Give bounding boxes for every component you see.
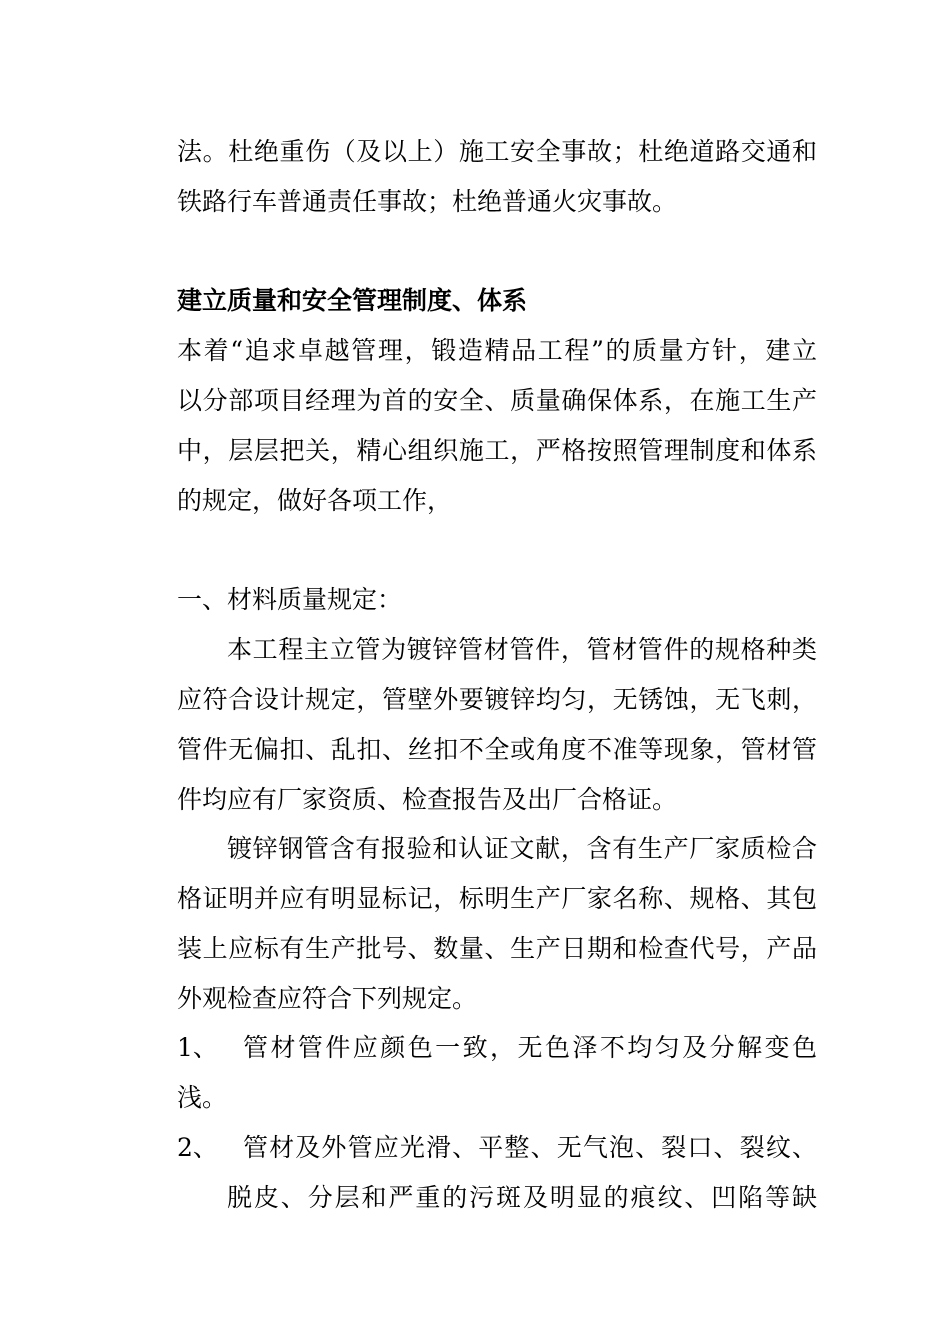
- paragraph-line: 镀锌钢管含有报验和认证文献，含有生产厂家质检合: [227, 834, 817, 863]
- paragraph-line: 外观检查应符合下列规定。: [177, 984, 478, 1013]
- section-heading: 建立质量和安全管理制度、体系: [177, 286, 528, 315]
- list-item-number: 1、: [177, 1033, 218, 1062]
- list-item-number: 2、: [177, 1133, 218, 1162]
- subsection-heading: 一、材料质量规定：: [177, 585, 403, 614]
- paragraph-line: 铁路行车普通责任事故；杜绝普通火灾事故。: [177, 187, 678, 216]
- list-item-text: 脱皮、分层和严重的污斑及明显的痕纹、凹陷等缺: [227, 1183, 817, 1212]
- paragraph-line: 本着“追求卓越管理，锻造精品工程”的质量方针，建立: [177, 336, 817, 365]
- paragraph-line: 法。杜绝重伤（及以上）施工安全事故；杜绝道路交通和: [177, 137, 817, 166]
- paragraph-line: 装上应标有生产批号、数量、生产日期和检查代号，产品: [177, 934, 817, 963]
- paragraph-line: 应符合设计规定，管壁外要镀锌均匀，无锈蚀，无飞刺，: [177, 685, 817, 714]
- paragraph-line: 本工程主立管为镀锌管材管件，管材管件的规格种类: [227, 635, 817, 664]
- paragraph-line: 格证明并应有明显标记，标明生产厂家名称、规格、其包: [177, 884, 817, 913]
- paragraph-line: 管件无偏扣、乱扣、丝扣不全或角度不准等现象，管材管: [177, 735, 817, 764]
- paragraph-line: 以分部项目经理为首的安全、质量确保体系，在施工生产: [177, 386, 817, 415]
- paragraph-line: 件均应有厂家资质、检查报告及出厂合格证。: [177, 785, 678, 814]
- list-item-text: 管材及外管应光滑、平整、无气泡、裂口、裂纹、: [243, 1133, 817, 1162]
- paragraph-line: 的规定，做好各项工作，: [177, 486, 453, 515]
- paragraph-line: 中，层层把关，精心组织施工，严格按照管理制度和体系: [177, 436, 817, 465]
- list-item-text: 浅。: [177, 1083, 228, 1112]
- list-item-text: 管材管件应颜色一致，无色泽不均匀及分解变色: [243, 1033, 817, 1062]
